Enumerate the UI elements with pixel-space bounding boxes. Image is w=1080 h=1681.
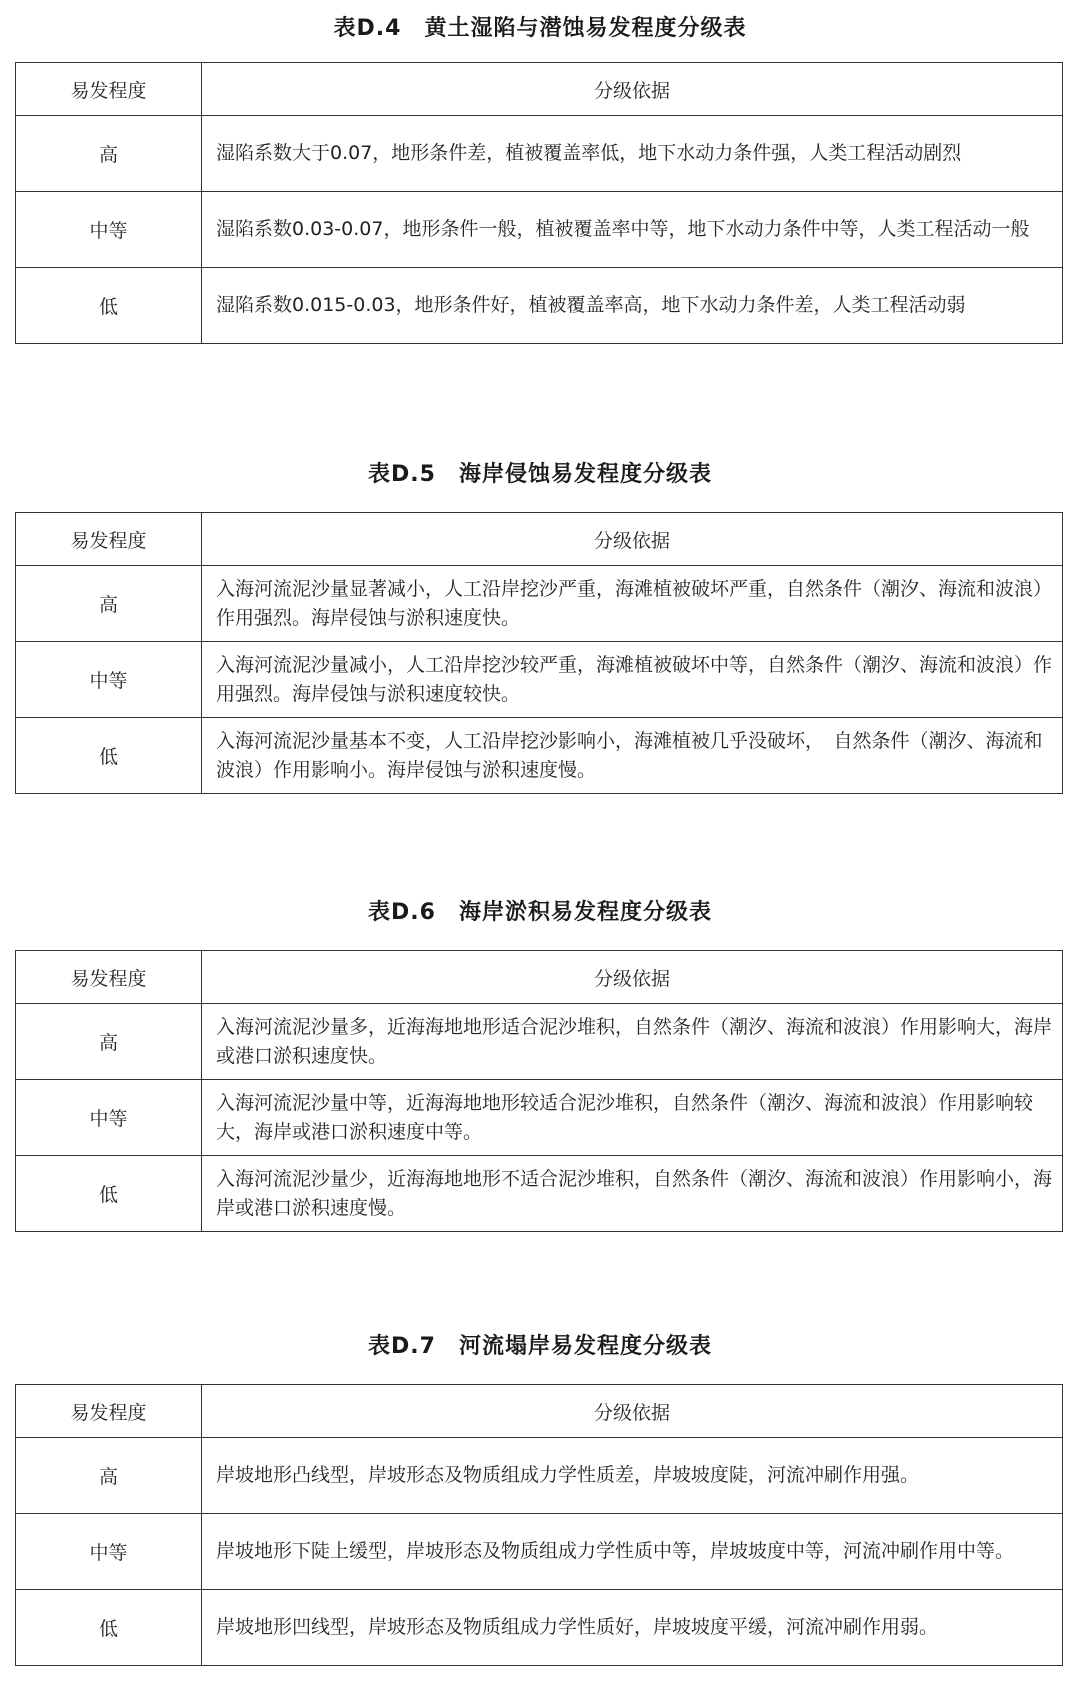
table-caption: 表D.6 海岸淤积易发程度分级表 [368, 900, 712, 925]
table-row [16, 1438, 1063, 1514]
header-basis: 分级依据 [202, 1385, 1063, 1438]
level-cell: 低 [16, 1156, 202, 1232]
grading-table [15, 62, 1063, 344]
table-header-row [16, 951, 1063, 1004]
table-caption: 表D.4 黄土湿陷与潜蚀易发程度分级表 [333, 16, 747, 41]
table-row [16, 116, 1063, 192]
level-cell: 中等 [16, 1080, 202, 1156]
basis-cell: 湿陷系数0.03-0.07，地形条件一般，植被覆盖率中等，地下水动力条件中等，人类工程活动一般 [202, 192, 1063, 268]
level-cell: 高 [16, 1004, 202, 1080]
level-cell: 中等 [16, 1514, 202, 1590]
basis-cell: 入海河流泥沙量多，近海海地地形适合泥沙堆积，自然条件（潮汐、海流和波浪）作用影响大，海岸或港口淤积速度快。 [202, 1004, 1063, 1080]
basis-cell: 岸坡地形下陡上缓型，岸坡形态及物质组成力学性质中等，岸坡坡度中等，河流冲刷作用中等。 [202, 1514, 1063, 1590]
table-row [16, 1004, 1063, 1080]
level-cell: 低 [16, 268, 202, 344]
level-cell: 中等 [16, 642, 202, 718]
table-caption: 表D.7 河流塌岸易发程度分级表 [368, 1334, 712, 1359]
header-level: 易发程度 [16, 513, 202, 566]
basis-cell: 入海河流泥沙量少，近海海地地形不适合泥沙堆积，自然条件（潮汐、海流和波浪）作用影响小，海岸或港口淤积速度慢。 [202, 1156, 1063, 1232]
header-level: 易发程度 [16, 1385, 202, 1438]
table-caption: 表D.5 海岸侵蚀易发程度分级表 [368, 462, 712, 487]
level-cell: 低 [16, 1590, 202, 1666]
basis-cell: 入海河流泥沙量中等，近海海地地形较适合泥沙堆积，自然条件（潮汐、海流和波浪）作用影响较大，海岸或港口淤积速度中等。 [202, 1080, 1063, 1156]
basis-cell: 湿陷系数大于0.07，地形条件差，植被覆盖率低，地下水动力条件强，人类工程活动剧烈 [202, 116, 1063, 192]
table-header-row [16, 63, 1063, 116]
grading-table [15, 1384, 1063, 1666]
basis-cell: 入海河流泥沙量基本不变，人工沿岸挖沙影响小，海滩植被几乎没破坏， 自然条件（潮汐、海流和波浪）作用影响小。海岸侵蚀与淤积速度慢。 [202, 718, 1063, 794]
grading-table [15, 950, 1063, 1232]
basis-cell: 湿陷系数0.015-0.03，地形条件好，植被覆盖率高，地下水动力条件差，人类工程活动弱 [202, 268, 1063, 344]
table-row [16, 718, 1063, 794]
header-basis: 分级依据 [202, 513, 1063, 566]
table-row [16, 268, 1063, 344]
table-row [16, 1156, 1063, 1232]
level-cell: 低 [16, 718, 202, 794]
grading-table [15, 512, 1063, 794]
table-row [16, 1514, 1063, 1590]
table-row [16, 1590, 1063, 1666]
header-basis: 分级依据 [202, 63, 1063, 116]
header-level: 易发程度 [16, 63, 202, 116]
level-cell: 高 [16, 1438, 202, 1514]
basis-cell: 入海河流泥沙量减小，人工沿岸挖沙较严重，海滩植被破坏中等，自然条件（潮汐、海流和波浪）作用强烈。海岸侵蚀与淤积速度较快。 [202, 642, 1063, 718]
basis-cell: 岸坡地形凹线型，岸坡形态及物质组成力学性质好，岸坡坡度平缓，河流冲刷作用弱。 [202, 1590, 1063, 1666]
table-row [16, 642, 1063, 718]
table-header-row [16, 513, 1063, 566]
level-cell: 高 [16, 566, 202, 642]
table-header-row [16, 1385, 1063, 1438]
header-level: 易发程度 [16, 951, 202, 1004]
level-cell: 中等 [16, 192, 202, 268]
level-cell: 高 [16, 116, 202, 192]
table-row [16, 192, 1063, 268]
basis-cell: 岸坡地形凸线型，岸坡形态及物质组成力学性质差，岸坡坡度陡，河流冲刷作用强。 [202, 1438, 1063, 1514]
header-basis: 分级依据 [202, 951, 1063, 1004]
table-row [16, 1080, 1063, 1156]
basis-cell: 入海河流泥沙量显著减小，人工沿岸挖沙严重，海滩植被破坏严重，自然条件（潮汐、海流和波浪）作用强烈。海岸侵蚀与淤积速度快。 [202, 566, 1063, 642]
table-row [16, 566, 1063, 642]
